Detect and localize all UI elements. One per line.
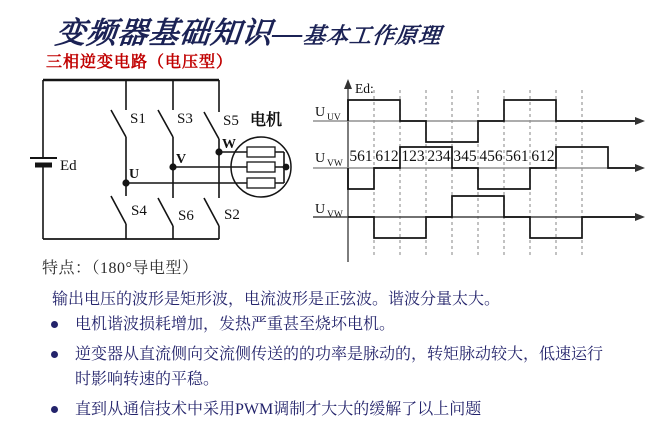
trace-uvw-label: U bbox=[315, 151, 326, 166]
bullet-dot-icon bbox=[51, 351, 58, 358]
page-title bbox=[54, 8, 445, 52]
state-1: 561 bbox=[349, 148, 373, 165]
inverter-circuit-diagram bbox=[18, 70, 310, 252]
switch-s5-label: S5 bbox=[223, 113, 239, 129]
trace-uwu-label: U bbox=[315, 202, 326, 217]
neutral-dot bbox=[283, 164, 290, 171]
time-axes bbox=[313, 117, 645, 221]
state-7: 561 bbox=[505, 148, 529, 165]
switch-s1-label: S1 bbox=[130, 111, 146, 127]
section-subtitle: 三相逆变电路（电压型） bbox=[46, 54, 234, 71]
state-2: 612 bbox=[375, 148, 399, 165]
state-5: 345 bbox=[453, 148, 477, 165]
winding-v bbox=[247, 162, 275, 172]
output-waveform-chart bbox=[305, 70, 656, 270]
trace-uuv-label: U bbox=[315, 105, 326, 120]
page-title-main: 变频器基础知识— bbox=[53, 17, 306, 50]
node-w-label: W bbox=[222, 137, 236, 152]
bullet-text: 电机谐波损耗增加，发热严重甚至烧坏电机。 bbox=[75, 316, 396, 333]
trace-uwu-sub: VW bbox=[327, 210, 343, 220]
trace-uuv-sub: UV bbox=[327, 113, 341, 123]
winding-w bbox=[247, 147, 275, 157]
state-4: 234 bbox=[427, 148, 451, 165]
y-axis-arrow bbox=[344, 79, 352, 89]
ed-reference-label: Ed: bbox=[355, 81, 374, 96]
bullet-item bbox=[48, 397, 610, 423]
state-8: 612 bbox=[531, 148, 555, 165]
notes-bullet-list bbox=[48, 312, 610, 426]
dc-source-label: Ed bbox=[60, 158, 77, 174]
node-u-label: U bbox=[129, 167, 140, 182]
leg-u bbox=[111, 80, 126, 239]
node-v-label: V bbox=[176, 152, 187, 167]
bullet-dot-icon bbox=[51, 321, 58, 328]
bullet-text: 逆变器从直流侧向交流侧传送的的功率是脉动的，转矩脉动较大，低速运行时影响转速的平稳。 bbox=[75, 345, 604, 389]
leg-w bbox=[204, 80, 219, 239]
page-title-suffix: 基本工作原理 bbox=[302, 23, 443, 48]
bullet-dot-icon bbox=[51, 406, 58, 413]
bullet-text: 直到从通信技术中采用PWM调制才大大的缓解了以上问题 bbox=[75, 400, 482, 418]
winding-u bbox=[247, 178, 275, 188]
motor-label: 电机 bbox=[250, 112, 283, 129]
switch-s3-label: S3 bbox=[177, 111, 193, 127]
notes-intro: 输出电压的波形是矩形波，电流波形是正弦波。谐波分量太大。 bbox=[52, 291, 501, 308]
switch-s6-label: S6 bbox=[178, 208, 194, 224]
features-heading: 特点：（180°导电型） bbox=[42, 260, 199, 277]
state-3: 123 bbox=[401, 148, 425, 165]
phase-lines bbox=[126, 152, 247, 183]
bullet-item bbox=[48, 342, 610, 393]
switch-s2-label: S2 bbox=[224, 207, 240, 223]
bullet-item bbox=[48, 312, 610, 338]
trace-uvw-sub: VW bbox=[327, 159, 343, 169]
state-6: 456 bbox=[479, 148, 503, 165]
switch-s4-label: S4 bbox=[131, 203, 147, 219]
leg-v bbox=[158, 80, 173, 239]
